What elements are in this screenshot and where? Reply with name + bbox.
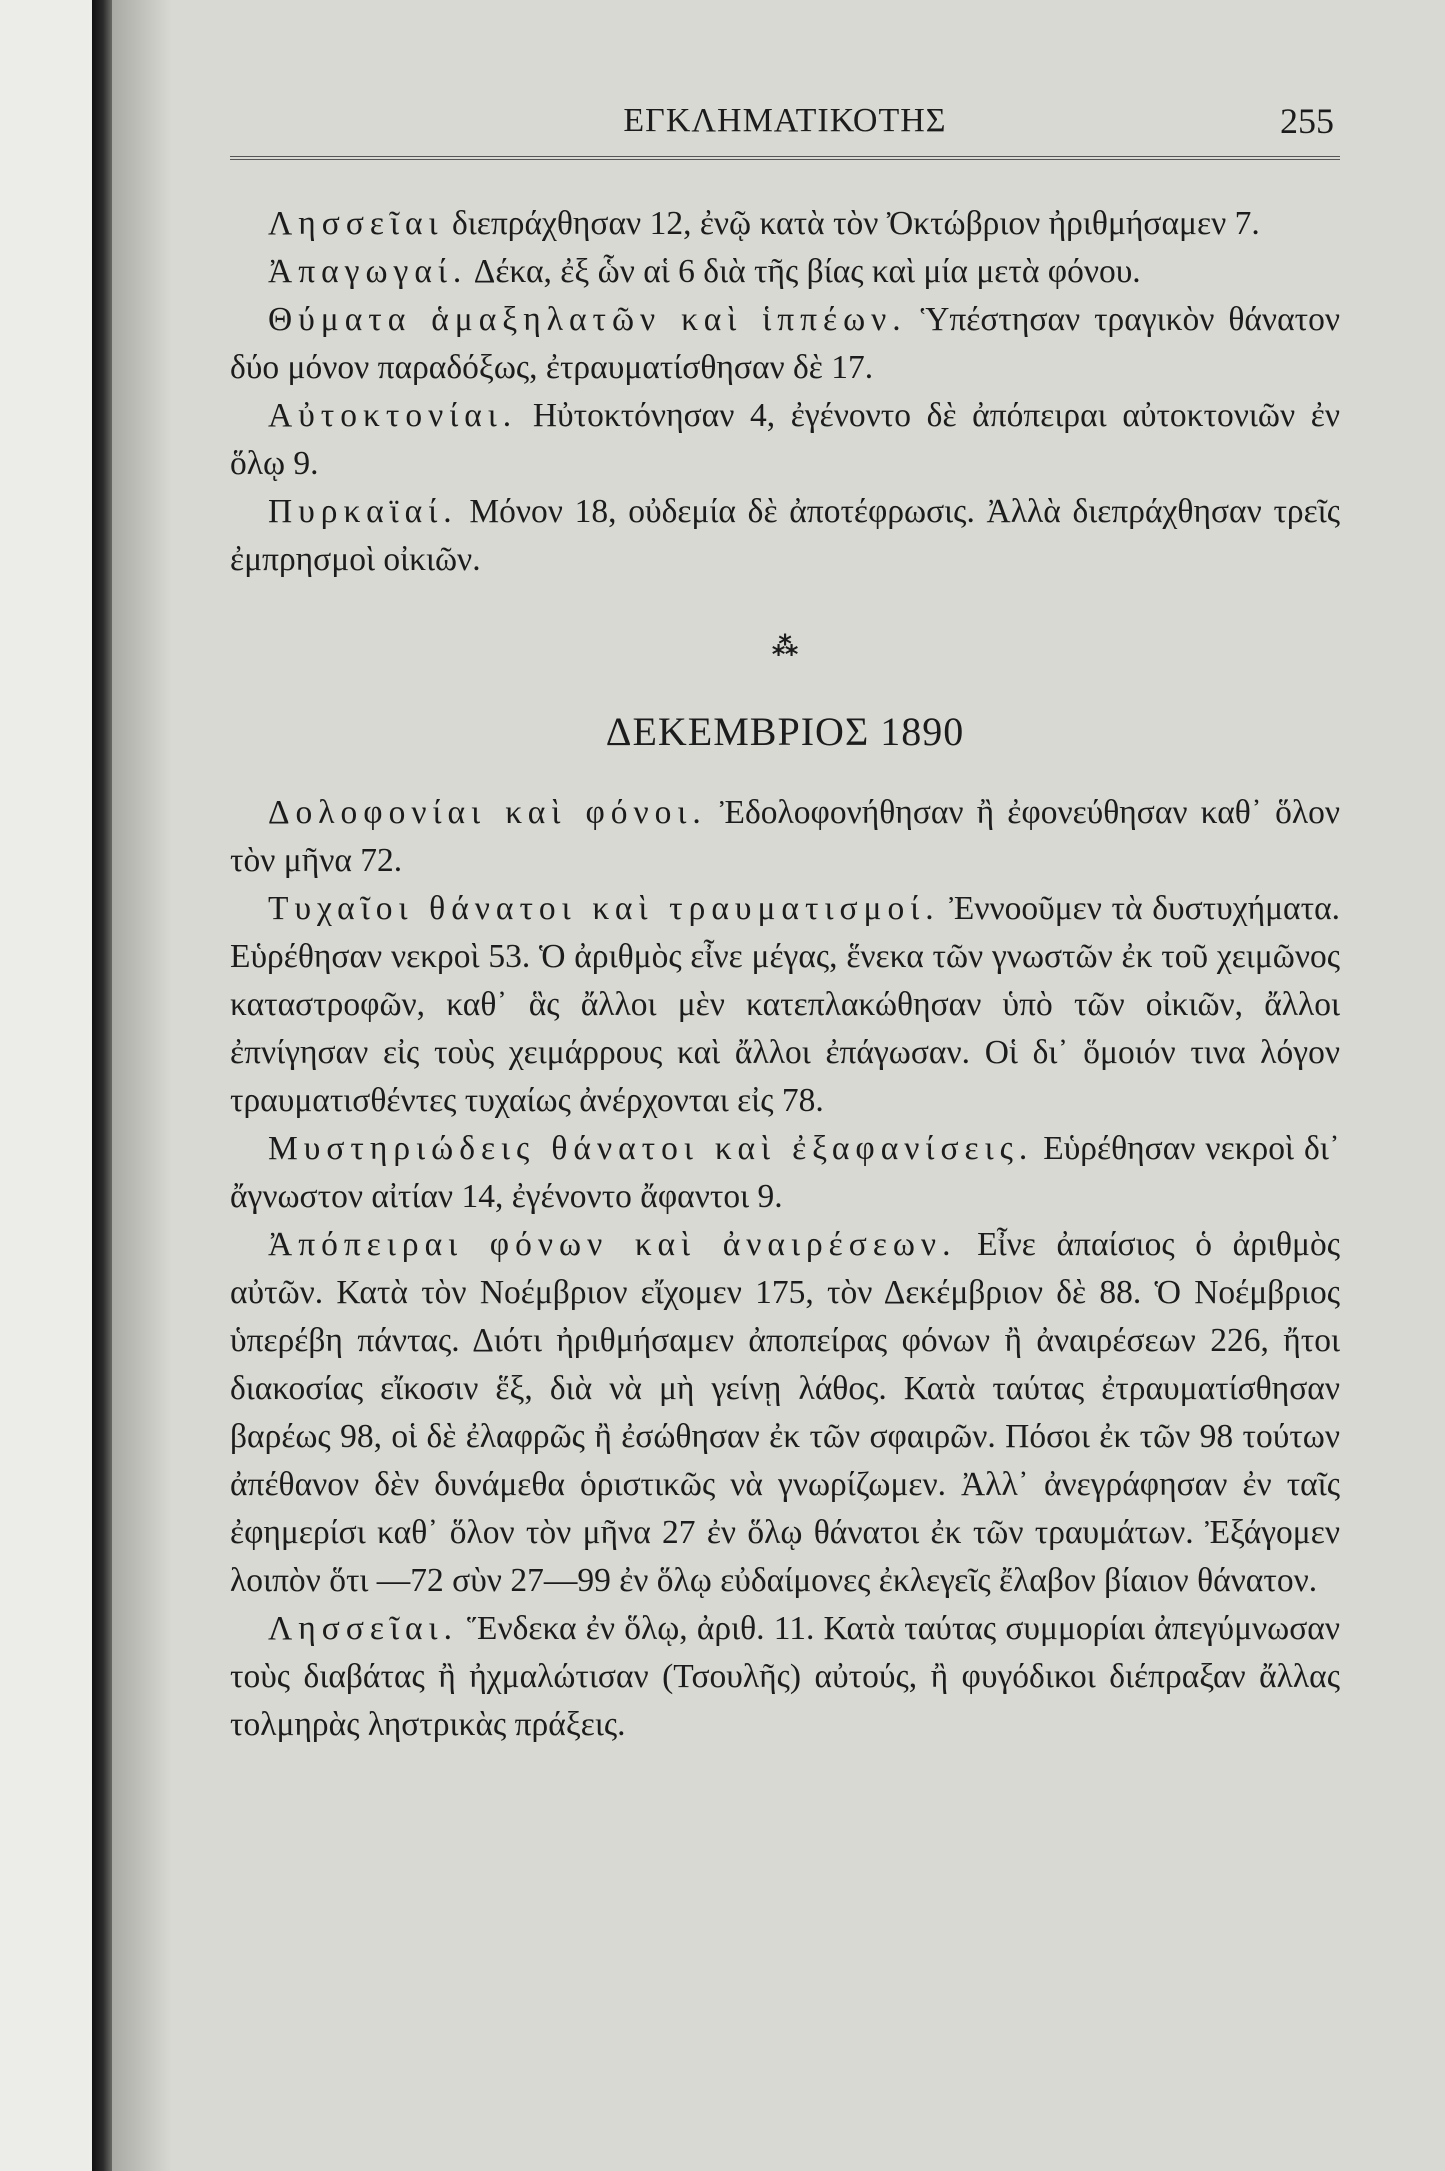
paragraph-term: Πυρκαϊαί. bbox=[268, 493, 458, 530]
page-number: 255 bbox=[1280, 101, 1334, 141]
spine-shadow bbox=[112, 0, 172, 2171]
paragraph bbox=[230, 248, 1340, 296]
paragraph bbox=[230, 1125, 1340, 1221]
paragraph-term: Δολοφονίαι καὶ φόνοι. bbox=[268, 794, 707, 831]
paragraph-text: Ὑπέστησαν τραγικὸν θάνατον δύο μόνον παραδόξως, ἐτραυματίσθησαν δὲ 17. bbox=[230, 301, 1340, 386]
paragraph-term: Θύματα ἁμαξηλατῶν καὶ ἱππέων. bbox=[268, 301, 907, 338]
paragraph-term: Ἀπαγωγαί. bbox=[268, 253, 468, 290]
paragraph-text: Μόνον 18, οὐδεμία δὲ ἀποτέφρωσις. Ἀλλὰ διεπράχθησαν τρεῖς ἐμπρησμοὶ οἰκιῶν. bbox=[230, 493, 1340, 578]
paragraph-term: Αὐτοκτονίαι. bbox=[268, 397, 518, 434]
paragraph-term: Λησσεῖαι. bbox=[268, 1610, 458, 1647]
paragraph bbox=[230, 392, 1340, 488]
page-header bbox=[230, 96, 1340, 160]
book-page bbox=[230, 96, 1340, 1749]
paragraph bbox=[230, 488, 1340, 584]
paragraph bbox=[230, 200, 1340, 248]
ornament: ⁂ bbox=[771, 632, 799, 662]
paragraph-text: Εἶνε ἀπαίσιος ὁ ἀριθμὸς αὐτῶν. Κατὰ τὸν Νοέμβριον εἴχομεν 175, τὸν Δεκέμβριον δὲ 88. Ὁ Νοέμβριος ὑπερέβη πάντας. Διότι ἠριθμήσαμεν ἀποπείρας φόνων ἢ ἀναιρέσεων 226, ἤτοι διακοσίας εἴκοσιν ἕξ, διὰ νὰ μὴ γείνῃ λάθος. Κατὰ ταύτας ἐτραυματίσθησαν βαρέως 98, οἱ δὲ ἐλαφρῶς ἢ ἐσώθησαν ἐκ τῶν σφαιρῶν. Πόσοι ἐκ τῶν 98 τούτων ἀπέθανον δὲν δυνάμεθα ὁριστικῶς νὰ γνωρίζωμεν. Ἀλλ᾽ ἀνεγράφησαν ἐν ταῖς ἐφημερίσι καθ᾽ ὅλον τὸν μῆνα 27 ἐν ὅλῳ θάνατοι ἐκ τῶν τραυμάτων. Ἐξάγομεν λοιπὸν ὅτι —72 σὺν 27—99 ἐν ὅλῳ εὐδαίμονες ἐκλεγεῖς ἔλαβον βίαιον θάνατον. bbox=[230, 1226, 1340, 1599]
paragraph-text: Ἕνδεκα ἐν ὅλῳ, ἀριθ. 11. Κατὰ ταύτας συμμορίαι ἀπεγύμνωσαν τοὺς διαβάτας ἢ ἠχμαλώτισαν (Τσουλῆς) αὐτούς, ἢ φυγόδικοι διέπραξαν ἄλλας τολμηρὰς ληστρικὰς πράξεις. bbox=[230, 1610, 1340, 1743]
paragraph bbox=[230, 789, 1340, 885]
book-spine bbox=[92, 0, 112, 2171]
body-text bbox=[230, 200, 1340, 1749]
paragraph bbox=[230, 1605, 1340, 1749]
paragraph bbox=[230, 885, 1340, 1125]
paragraph-text: Ἐδολοφονήθησαν ἢ ἐφονεύθησαν καθ᾽ ὅλον τὸν μῆνα 72. bbox=[230, 794, 1340, 879]
paragraph-text: Ἐννοοῦμεν τὰ δυστυχήματα. Εὑρέθησαν νεκροὶ 53. Ὁ ἀριθμὸς εἶνε μέγας, ἕνεκα τῶν γνωστῶν ἐκ τοῦ χειμῶνος καταστροφῶν, καθ᾽ ἃς ἄλλοι μὲν κατεπλακώθησαν ὑπὸ τῶν οἰκιῶν, ἄλλοι ἐπνίγησαν εἰς τοὺς χειμάρρους καὶ ἄλλοι ἐπάγωσαν. Οἱ δι᾽ ὅμοιόν τινα λόγον τραυματισθέντες τυχαίως ἀνέρχονται εἰς 78. bbox=[230, 890, 1340, 1119]
paragraph-term: Λησσεῖαι bbox=[268, 205, 444, 242]
scan-margin bbox=[0, 0, 92, 2171]
paragraph-term: Τυχαῖοι θάνατοι καὶ τραυματισμοί. bbox=[268, 890, 940, 927]
paragraph-text: Δέκα, ἐξ ὧν αἱ 6 διὰ τῆς βίας καὶ μία μετὰ φόνου. bbox=[467, 253, 1141, 290]
paragraph-text: Ηὐτοκτόνησαν 4, ἐγένοντο δὲ ἀπόπειραι αὐτοκτονιῶν ἐν ὅλῳ 9. bbox=[230, 397, 1340, 482]
paragraph bbox=[230, 1221, 1340, 1605]
paragraph-text: διεπράχθησαν 12, ἐνῷ κατὰ τὸν Ὀκτώβριον ἠριθμήσαμεν 7. bbox=[443, 205, 1260, 242]
paragraph bbox=[230, 296, 1340, 392]
paragraph-text: Εὑρέθησαν νεκροὶ δι᾽ ἄγνωστον αἰτίαν 14, ἐγένοντο ἄφαντοι 9. bbox=[230, 1130, 1340, 1215]
running-title: ΕΓΚΛΗΜΑΤΙΚΟΤΗΣ bbox=[623, 102, 947, 139]
section-heading: ΔΕΚΕΜΒΡΙΟΣ 1890 bbox=[605, 709, 965, 754]
paragraph-term: Ἀπόπειραι φόνων καὶ ἀναιρέσεων. bbox=[268, 1226, 957, 1263]
paragraph-term: Μυστηριώδεις θάνατοι καὶ ἐξαφανίσεις. bbox=[268, 1130, 1034, 1167]
